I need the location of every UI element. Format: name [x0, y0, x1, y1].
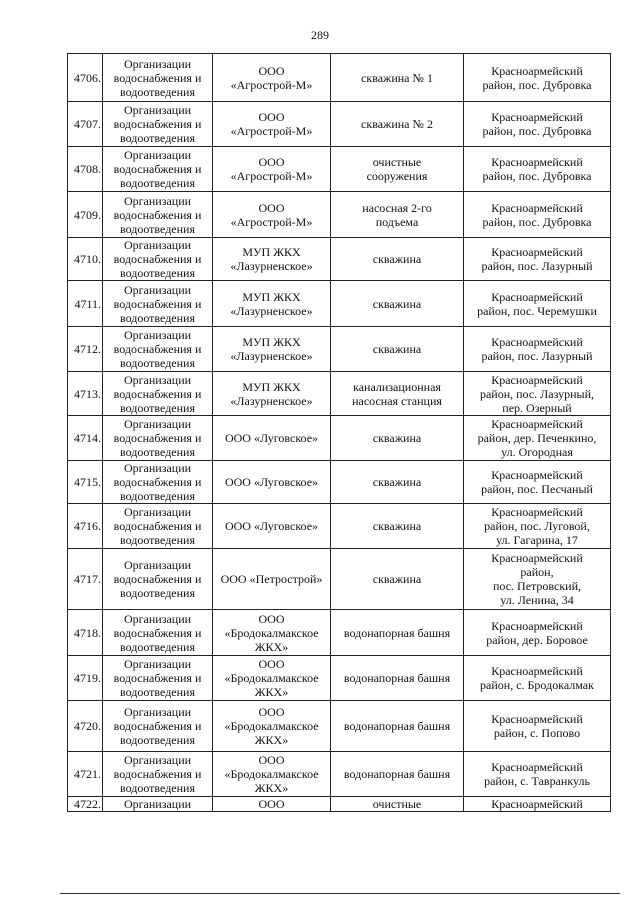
- organization-name-cell: [213, 54, 331, 102]
- table-row: [68, 656, 611, 701]
- organization-type: Организации водоснабжения и водоотведения: [113, 753, 202, 795]
- organization-type: Организации водоснабжения и водоотведения: [113, 372, 202, 415]
- facility-location: Красноармейский район, пос. Луговой, ул. Гагарина, 17: [484, 505, 590, 547]
- organization-name: МУП ЖКХ «Лазурненское»: [230, 245, 313, 273]
- facility-object: водонапорная башня: [343, 719, 451, 733]
- table-row: [68, 327, 611, 372]
- organization-name-cell: [213, 656, 331, 701]
- facility-object: скважина: [372, 475, 422, 489]
- facility-object: канализационная насосная станция: [352, 379, 442, 408]
- facility-object-cell: [331, 102, 464, 147]
- organization-type: Организации водоснабжения и водоотведения: [113, 328, 202, 370]
- facility-object: скважина: [372, 519, 422, 533]
- organization-type: Организации водоснабжения и водоотведения: [113, 505, 202, 547]
- organization-name: ООО «Бродокалмакское ЖКХ»: [224, 705, 319, 747]
- facility-location: Красноармейский район, пос. Лазурный: [481, 245, 593, 273]
- row-number-cell: [68, 102, 103, 147]
- organization-type: Организации водоснабжения и водоотведения: [113, 193, 202, 236]
- organization-name-cell: [213, 238, 331, 281]
- row-number-cell: [68, 327, 103, 372]
- facility-object: скважина № 1: [361, 70, 433, 85]
- organization-type: Организации водоснабжения и водоотведения: [113, 461, 202, 503]
- table-row: [68, 549, 611, 610]
- bottom-divider: [60, 893, 620, 894]
- organization-name-cell: [213, 549, 331, 610]
- facility-location-cell: [464, 549, 611, 610]
- facility-object-cell: [331, 797, 464, 812]
- facility-location-cell: [464, 461, 611, 504]
- facility-location-cell: [464, 656, 611, 701]
- facility-object-cell: [331, 549, 464, 610]
- organization-name-cell: [213, 504, 331, 549]
- facility-object: водонапорная башня: [343, 767, 451, 781]
- facility-location: Красноармейский район, с. Тавранкуль: [484, 760, 590, 788]
- row-number-cell: [68, 192, 103, 238]
- organization-name: ООО «Луговское»: [224, 475, 319, 489]
- facility-location-cell: [464, 192, 611, 238]
- table-row: [68, 701, 611, 752]
- facility-location-cell: [464, 797, 611, 812]
- organization-name: ООО «Агрострой-М»: [230, 155, 313, 183]
- facility-object-cell: [331, 54, 464, 102]
- organization-type-cell: [103, 504, 213, 549]
- organization-type-cell: [103, 701, 213, 752]
- facility-location-cell: [464, 327, 611, 372]
- organization-type-cell: [103, 147, 213, 192]
- organization-name: ООО «Луговское»: [224, 519, 319, 533]
- row-number-cell: [68, 504, 103, 549]
- facility-location: Красноармейский район, дер. Печенкино, ул. Огородная: [477, 417, 597, 459]
- row-number: 4708.: [74, 162, 101, 176]
- row-number-cell: [68, 372, 103, 416]
- organization-type-cell: [103, 281, 213, 327]
- facility-location: Красноармейский район, пос. Дубровка: [482, 200, 592, 229]
- organization-type-cell: [103, 102, 213, 147]
- table-row: [68, 281, 611, 327]
- organization-name-cell: [213, 461, 331, 504]
- facility-location-cell: [464, 54, 611, 102]
- organization-name-cell: [213, 752, 331, 797]
- organization-name: МУП ЖКХ «Лазурненское»: [230, 379, 313, 408]
- table-row: [68, 238, 611, 281]
- organization-name: ООО «Бродокалмакское ЖКХ»: [224, 657, 319, 699]
- row-number: 4721.: [74, 767, 101, 781]
- facility-object: водонапорная башня: [343, 625, 451, 640]
- organization-name: ООО «Петрострой»: [220, 572, 323, 586]
- row-number-cell: [68, 147, 103, 192]
- facility-location-cell: [464, 372, 611, 416]
- organization-name: ООО «Бродокалмакское ЖКХ»: [224, 753, 319, 795]
- facility-object-cell: [331, 416, 464, 461]
- facility-location: Красноармейский район, пос. Петровский, ул. Ленина, 34: [491, 551, 583, 607]
- facility-object-cell: [331, 147, 464, 192]
- organization-type-cell: [103, 656, 213, 701]
- facility-object-cell: [331, 701, 464, 752]
- organization-name-cell: [213, 372, 331, 416]
- row-number: 4707.: [74, 117, 101, 131]
- organization-name-cell: [213, 102, 331, 147]
- organization-name: ООО «Луговское»: [224, 431, 319, 445]
- facility-location-cell: [464, 102, 611, 147]
- table-row: [68, 102, 611, 147]
- row-number-cell: [68, 797, 103, 812]
- organization-name-cell: [213, 701, 331, 752]
- organization-type: Организации водоснабжения и водоотведения: [113, 611, 202, 654]
- row-number: 4720.: [74, 719, 101, 733]
- organization-type: Организации водоснабжения и водоотведения: [113, 657, 202, 699]
- facility-object: очистные сооружения: [366, 155, 428, 183]
- organization-type-cell: [103, 797, 213, 812]
- table-row: [68, 54, 611, 102]
- facility-location: Красноармейский район, пос. Дубровка: [482, 155, 592, 183]
- facility-location: Красноармейский район, пос. Дубровка: [482, 63, 592, 92]
- facility-object-cell: [331, 372, 464, 416]
- organization-type: Организации водоснабжения и водоотведения: [113, 282, 202, 325]
- organization-name: ООО «Агрострой-М»: [230, 63, 313, 92]
- organization-type: Организации: [123, 797, 192, 811]
- row-number-cell: [68, 238, 103, 281]
- facility-object-cell: [331, 192, 464, 238]
- row-number: 4715.: [74, 475, 101, 489]
- facility-location-cell: [464, 281, 611, 327]
- organization-name: ООО: [258, 797, 285, 811]
- facility-location: Красноармейский район, пос. Лазурный: [481, 335, 593, 363]
- organization-name-cell: [213, 281, 331, 327]
- organization-type-cell: [103, 752, 213, 797]
- row-number: 4716.: [74, 519, 101, 533]
- facility-object: скважина: [372, 252, 422, 266]
- facility-location: Красноармейский: [491, 797, 583, 811]
- row-number: 4706.: [74, 70, 101, 85]
- facility-location-cell: [464, 610, 611, 656]
- organization-type: Организации водоснабжения и водоотведения: [113, 56, 202, 99]
- facility-location: Красноармейский район, пос. Лазурный, пер. Озерный: [479, 372, 595, 415]
- organization-name-cell: [213, 797, 331, 812]
- facility-object: насосная 2-го подъема: [362, 200, 432, 229]
- organization-type-cell: [103, 54, 213, 102]
- table-row: [68, 372, 611, 416]
- table-row: [68, 610, 611, 656]
- organization-name: ООО «Агрострой-М»: [230, 110, 313, 138]
- row-number: 4712.: [74, 342, 101, 356]
- organization-type-cell: [103, 372, 213, 416]
- row-number-cell: [68, 416, 103, 461]
- organization-type: Организации водоснабжения и водоотведения: [113, 103, 202, 145]
- facility-location: Красноармейский район, пос. Черемушки: [477, 289, 597, 318]
- organization-type-cell: [103, 549, 213, 610]
- facility-object: скважина: [372, 342, 422, 356]
- row-number-cell: [68, 701, 103, 752]
- registry-table: [67, 53, 611, 812]
- facility-object: водонапорная башня: [343, 671, 451, 685]
- facility-object: скважина: [372, 296, 422, 311]
- facility-object: скважина: [372, 431, 422, 445]
- facility-object-cell: [331, 752, 464, 797]
- organization-name-cell: [213, 192, 331, 238]
- facility-location: Красноармейский район, с. Бродокалмак: [480, 664, 594, 692]
- row-number: 4722.: [74, 797, 101, 811]
- organization-name: ООО «Бродокалмакское ЖКХ»: [224, 611, 319, 654]
- table-row: [68, 461, 611, 504]
- row-number-cell: [68, 281, 103, 327]
- row-number-cell: [68, 461, 103, 504]
- page-number: 289: [311, 28, 329, 42]
- facility-object: скважина: [372, 572, 422, 586]
- facility-object-cell: [331, 327, 464, 372]
- table-row: [68, 752, 611, 797]
- facility-location-cell: [464, 147, 611, 192]
- row-number: 4717.: [74, 572, 101, 586]
- facility-object-cell: [331, 504, 464, 549]
- facility-location: Красноармейский район, пос. Дубровка: [482, 110, 592, 138]
- facility-location-cell: [464, 752, 611, 797]
- facility-location-cell: [464, 238, 611, 281]
- organization-type: Организации водоснабжения и водоотведения: [113, 238, 202, 280]
- facility-object-cell: [331, 281, 464, 327]
- organization-type: Организации водоснабжения и водоотведения: [113, 558, 202, 600]
- row-number-cell: [68, 610, 103, 656]
- organization-type-cell: [103, 327, 213, 372]
- row-number: 4709.: [74, 207, 101, 222]
- row-number-cell: [68, 549, 103, 610]
- row-number: 4714.: [74, 431, 101, 445]
- row-number: 4713.: [74, 386, 101, 401]
- organization-name: ООО «Агрострой-М»: [230, 200, 313, 229]
- row-number-cell: [68, 752, 103, 797]
- facility-location: Красноармейский район, дер. Боровое: [486, 618, 588, 647]
- row-number: 4719.: [74, 671, 101, 685]
- facility-location: Красноармейский район, с. Попово: [491, 712, 583, 740]
- organization-type: Организации водоснабжения и водоотведения: [113, 148, 202, 190]
- organization-type-cell: [103, 416, 213, 461]
- row-number: 4718.: [74, 625, 101, 640]
- organization-name-cell: [213, 416, 331, 461]
- organization-type: Организации водоснабжения и водоотведения: [113, 417, 202, 459]
- row-number-cell: [68, 54, 103, 102]
- row-number-cell: [68, 656, 103, 701]
- table-row: [68, 504, 611, 549]
- table-row: [68, 797, 611, 812]
- table-row: [68, 416, 611, 461]
- organization-name-cell: [213, 327, 331, 372]
- facility-object-cell: [331, 461, 464, 504]
- facility-location-cell: [464, 504, 611, 549]
- facility-location-cell: [464, 416, 611, 461]
- facility-object: очистные: [372, 797, 422, 811]
- table-body: [68, 54, 611, 812]
- row-number: 4710.: [74, 252, 101, 266]
- organization-name-cell: [213, 610, 331, 656]
- facility-object-cell: [331, 238, 464, 281]
- facility-location: Красноармейский район, пос. Песчаный: [481, 468, 593, 496]
- facility-object-cell: [331, 656, 464, 701]
- organization-name-cell: [213, 147, 331, 192]
- organization-name: МУП ЖКХ «Лазурненское»: [230, 289, 313, 318]
- facility-object-cell: [331, 610, 464, 656]
- table-row: [68, 147, 611, 192]
- organization-type-cell: [103, 238, 213, 281]
- organization-name: МУП ЖКХ «Лазурненское»: [230, 335, 313, 363]
- facility-location-cell: [464, 701, 611, 752]
- organization-type-cell: [103, 610, 213, 656]
- organization-type-cell: [103, 192, 213, 238]
- organization-type: Организации водоснабжения и водоотведения: [113, 705, 202, 747]
- organization-type-cell: [103, 461, 213, 504]
- row-number: 4711.: [74, 296, 101, 311]
- facility-object: скважина № 2: [361, 117, 433, 131]
- table-row: [68, 192, 611, 238]
